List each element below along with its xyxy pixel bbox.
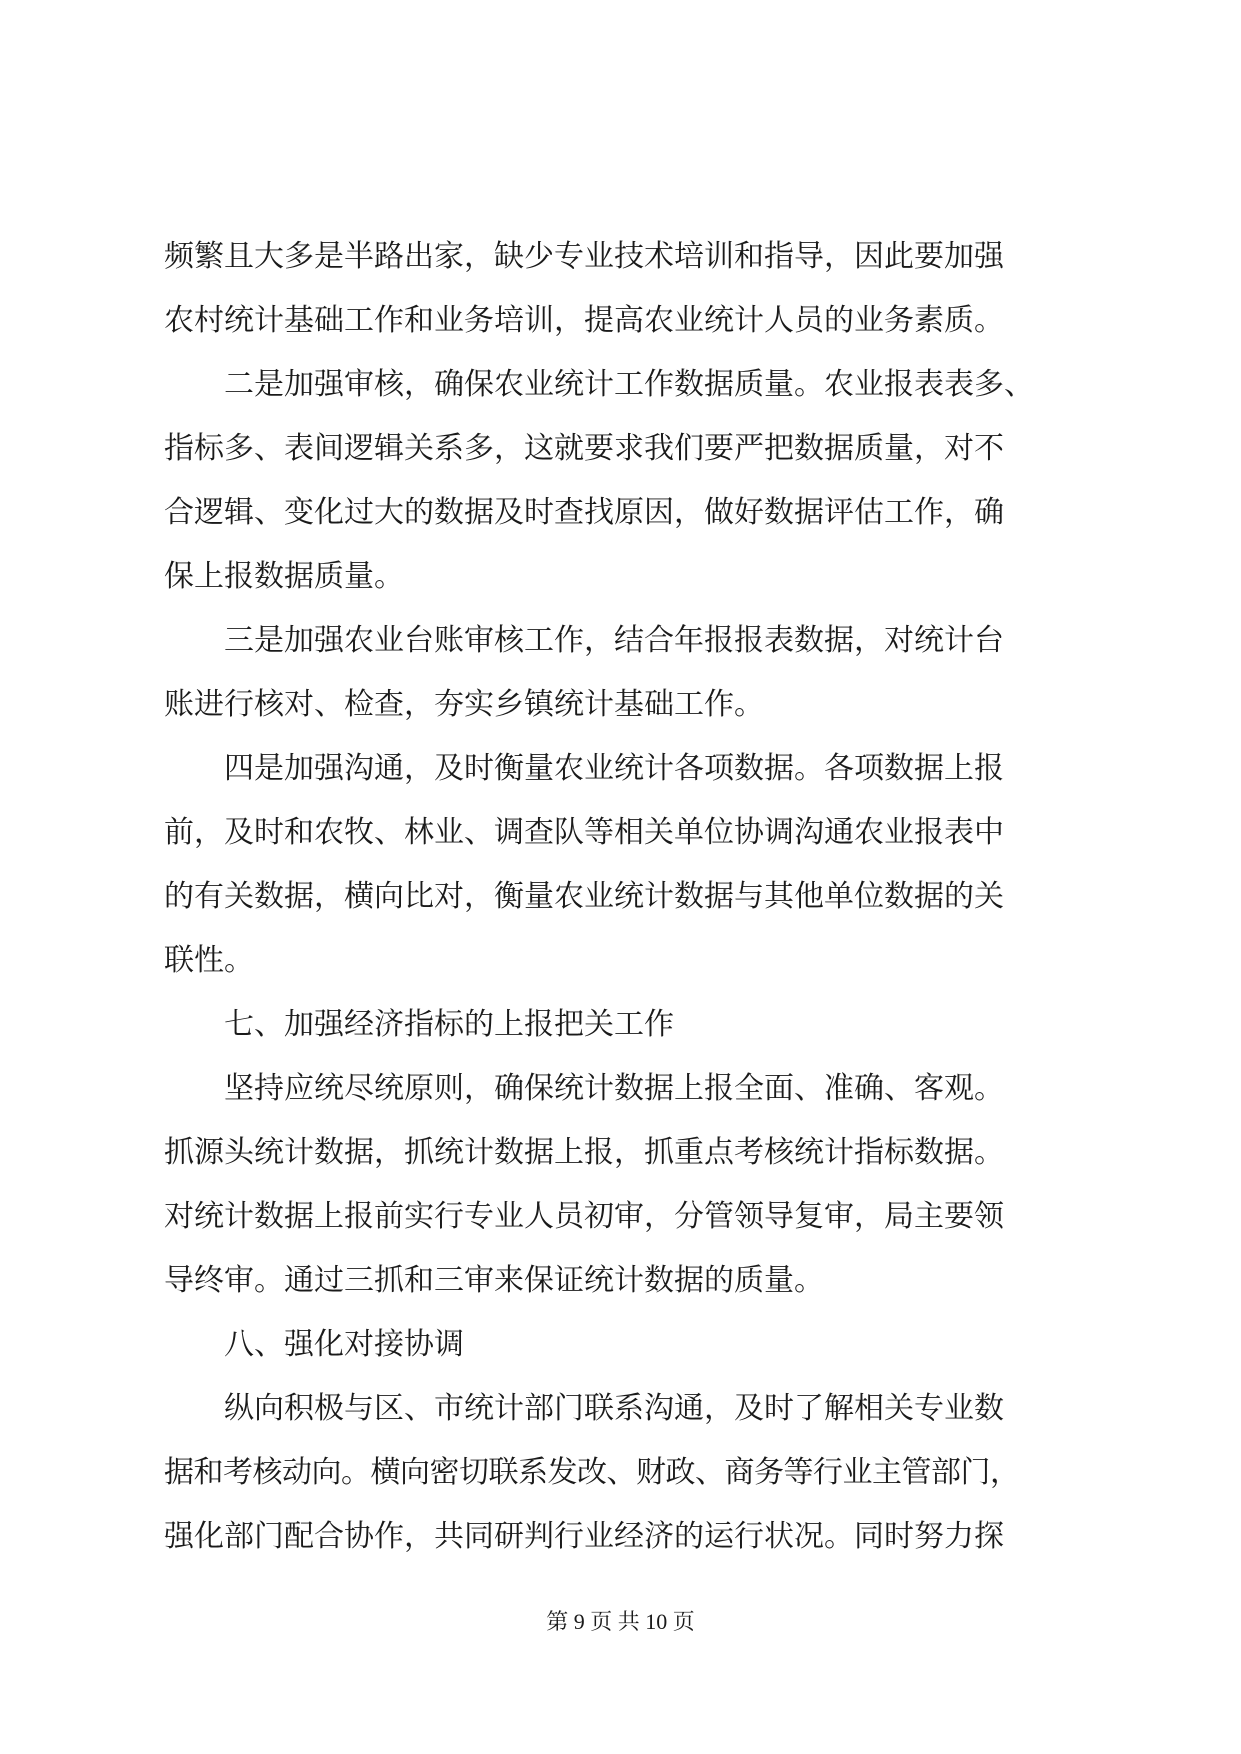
text-line: 对统计数据上报前实行专业人员初审，分管领导复审，局主要领	[164, 1199, 1004, 1234]
text-line: 合逻辑、变化过大的数据及时查找原因，做好数据评估工作，确	[164, 495, 1004, 530]
text-line: 前，及时和农牧、林业、调查队等相关单位协调沟通农业报表中	[164, 815, 1004, 850]
section-heading: 八、强化对接协调	[164, 1327, 464, 1362]
text-line: 的有关数据，横向比对，衡量农业统计数据与其他单位数据的关	[164, 879, 1004, 914]
text-line: 三是加强农业台账审核工作，结合年报报表数据，对统计台	[164, 623, 1004, 658]
text-line: 坚持应统尽统原则，确保统计数据上报全面、准确、客观。	[164, 1071, 1004, 1106]
text-line: 二是加强审核，确保农业统计工作数据质量。农业报表表多、	[164, 367, 1034, 402]
document-body	[164, 225, 1084, 1569]
text-line: 抓源头统计数据，抓统计数据上报，抓重点考核统计指标数据。	[164, 1135, 1004, 1170]
text-line: 账进行核对、检查，夯实乡镇统计基础工作。	[164, 687, 764, 722]
text-line: 保上报数据质量。	[164, 559, 404, 594]
text-line: 农村统计基础工作和业务培训，提高农业统计人员的业务素质。	[164, 303, 1004, 338]
text-line: 四是加强沟通，及时衡量农业统计各项数据。各项数据上报	[164, 751, 1004, 786]
text-line: 导终审。通过三抓和三审来保证统计数据的质量。	[164, 1263, 824, 1298]
text-line: 纵向积极与区、市统计部门联系沟通，及时了解相关专业数	[164, 1391, 1004, 1426]
text-line: 频繁且大多是半路出家，缺少专业技术培训和指导，因此要加强	[164, 239, 1004, 274]
page-number-footer: 第 9 页 共 10 页	[546, 1609, 695, 1634]
section-heading: 七、加强经济指标的上报把关工作	[164, 1007, 674, 1042]
text-line: 强化部门配合协作，共同研判行业经济的运行状况。同时努力探	[164, 1519, 1004, 1554]
text-line: 指标多、表间逻辑关系多，这就要求我们要严把数据质量，对不	[164, 431, 1004, 466]
text-line: 据和考核动向。横向密切联系发改、财政、商务等行业主管部门，	[164, 1455, 1020, 1490]
text-line: 联性。	[164, 943, 254, 978]
